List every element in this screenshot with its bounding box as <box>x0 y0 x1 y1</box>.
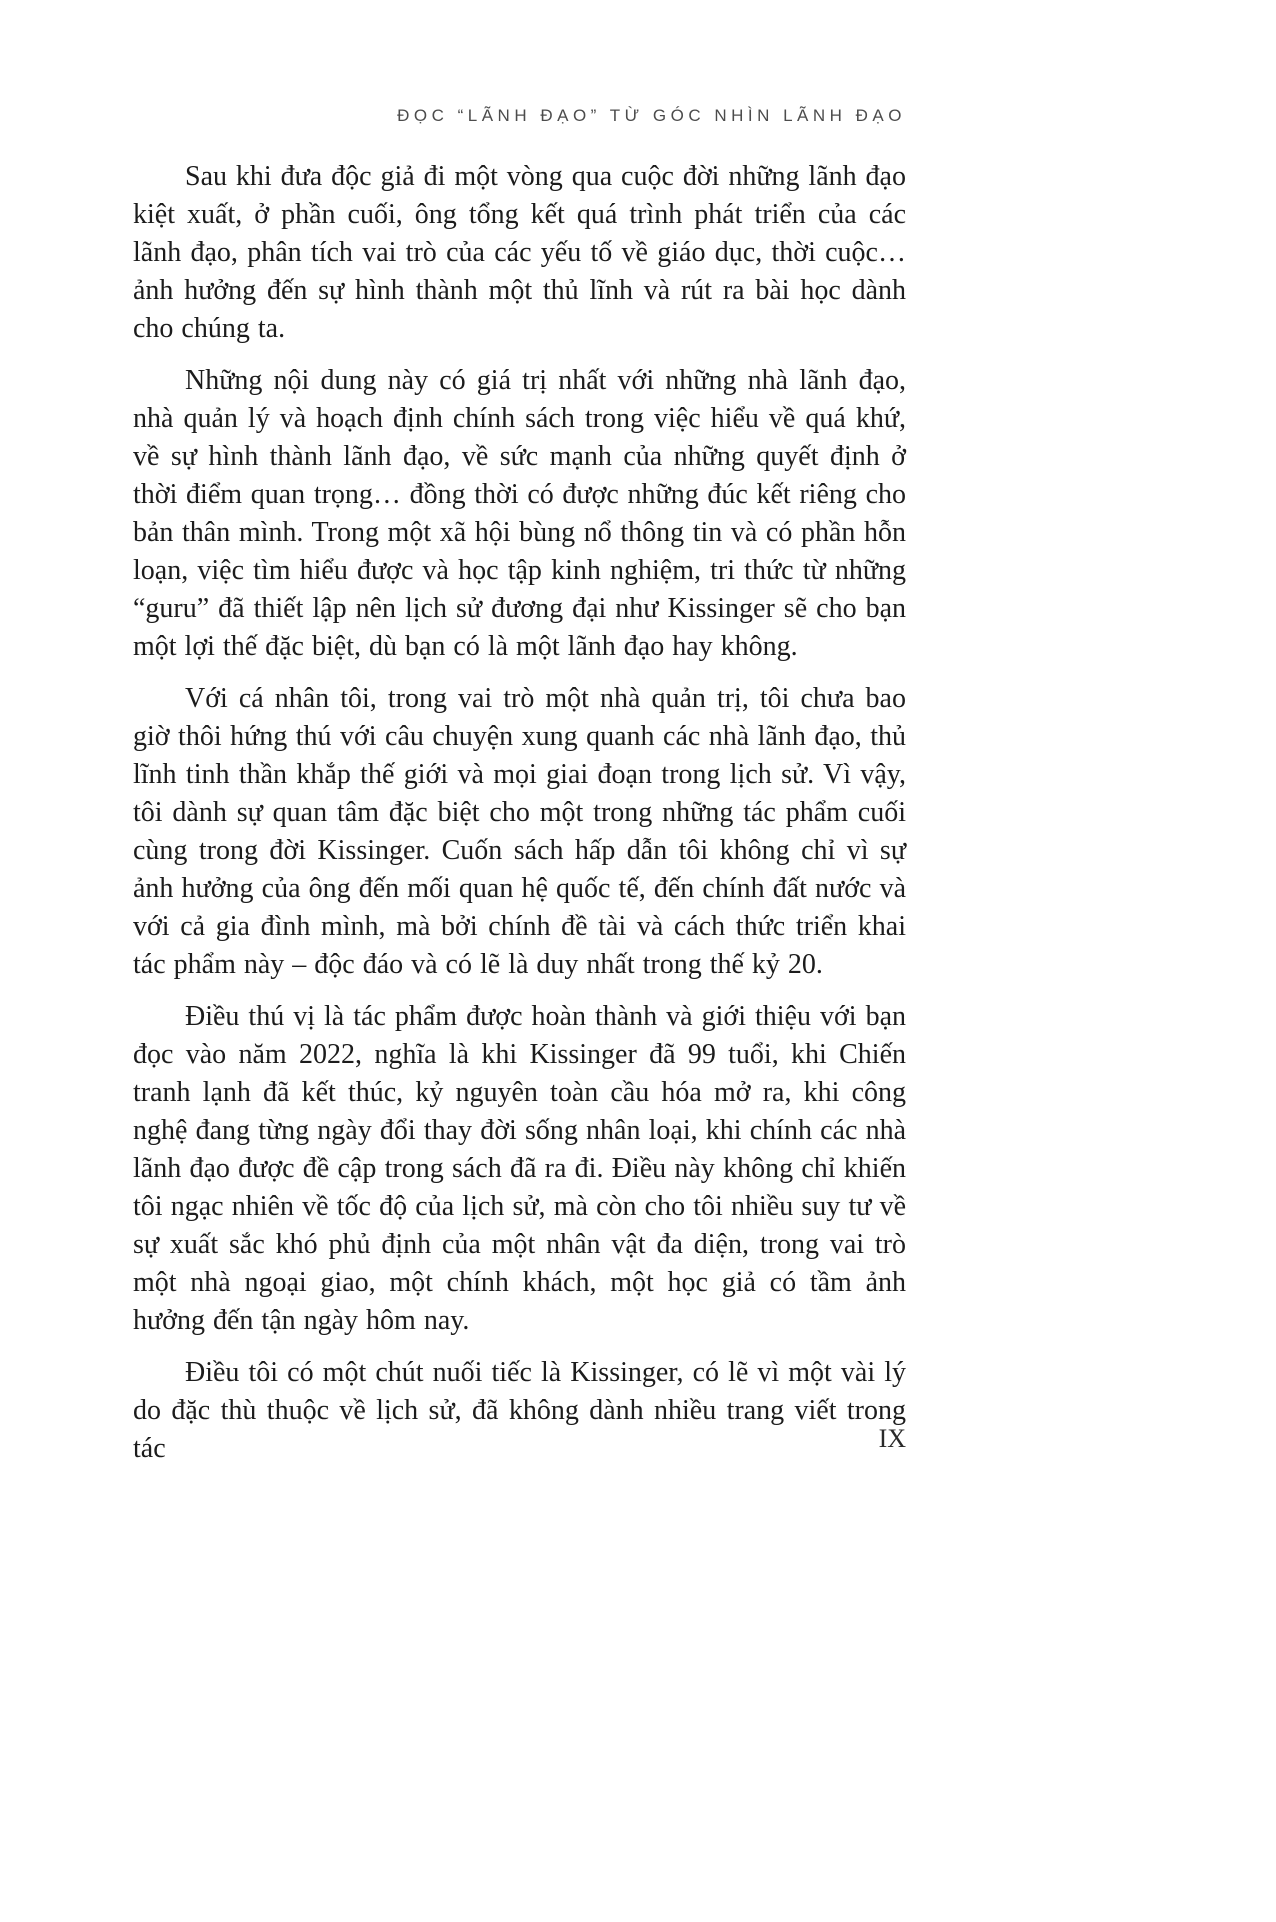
page-number: IX <box>878 1424 906 1453</box>
body-paragraph: Với cá nhân tôi, trong vai trò một nhà quản trị, tôi chưa bao giờ thôi hứng thú với câu chuyện xung quanh các nhà lãnh đạo, thủ lĩnh tinh thần khắp thế giới và mọi giai đoạn trong lịch sử. Vì vậy, tôi dành sự quan tâm đặc biệt cho một trong những tác phẩm cuối cùng trong đời Kissinger. Cuốn sách hấp dẫn tôi không chỉ vì sự ảnh hưởng của ông đến mối quan hệ quốc tế, đến chính đất nước và với cả gia đình mình, mà bởi chính đề tài và cách thức triển khai tác phẩm này – độc đáo và có lẽ là duy nhất trong thế kỷ 20. <box>133 683 906 980</box>
body-paragraph: Điều thú vị là tác phẩm được hoàn thành và giới thiệu với bạn đọc vào năm 2022, nghĩa là khi Kissinger đã 99 tuổi, khi Chiến tranh lạnh đã kết thúc, kỷ nguyên toàn cầu hóa mở ra, khi công nghệ đang từng ngày đổi thay đời sống nhân loại, khi chính các nhà lãnh đạo được đề cập trong sách đã ra đi. Điều này không chỉ khiến tôi ngạc nhiên về tốc độ của lịch sử, mà còn cho tôi nhiều suy tư về sự xuất sắc khó phủ định của một nhân vật đa diện, trong vai trò một nhà ngoại giao, một chính khách, một học giả có tầm ảnh hưởng đến tận ngày hôm nay. <box>133 1001 906 1336</box>
page-content <box>133 158 906 1482</box>
body-paragraph: Điều tôi có một chút nuối tiếc là Kissinger, có lẽ vì một vài lý do đặc thù thuộc về lịch sử, đã không dành nhiều trang viết trong tác <box>133 1357 906 1464</box>
running-header: ĐỌC “LÃNH ĐẠO” TỪ GÓC NHÌN LÃNH ĐẠO <box>397 106 906 125</box>
body-paragraph: Sau khi đưa độc giả đi một vòng qua cuộc đời những lãnh đạo kiệt xuất, ở phần cuối, ông tổng kết quá trình phát triển của các lãnh đạo, phân tích vai trò của các yếu tố về giáo dục, thời cuộc… ảnh hưởng đến sự hình thành một thủ lĩnh và rút ra bài học dành cho chúng ta. <box>133 161 906 344</box>
body-paragraph: Những nội dung này có giá trị nhất với những nhà lãnh đạo, nhà quản lý và hoạch định chính sách trong việc hiểu về quá khứ, về sự hình thành lãnh đạo, về sức mạnh của những quyết định ở thời điểm quan trọng… đồng thời có được những đúc kết riêng cho bản thân mình. Trong một xã hội bùng nổ thông tin và có phần hỗn loạn, việc tìm hiểu được và học tập kinh nghiệm, tri thức từ những “guru” đã thiết lập nên lịch sử đương đại như Kissinger sẽ cho bạn một lợi thế đặc biệt, dù bạn có là một lãnh đạo hay không. <box>133 365 906 662</box>
